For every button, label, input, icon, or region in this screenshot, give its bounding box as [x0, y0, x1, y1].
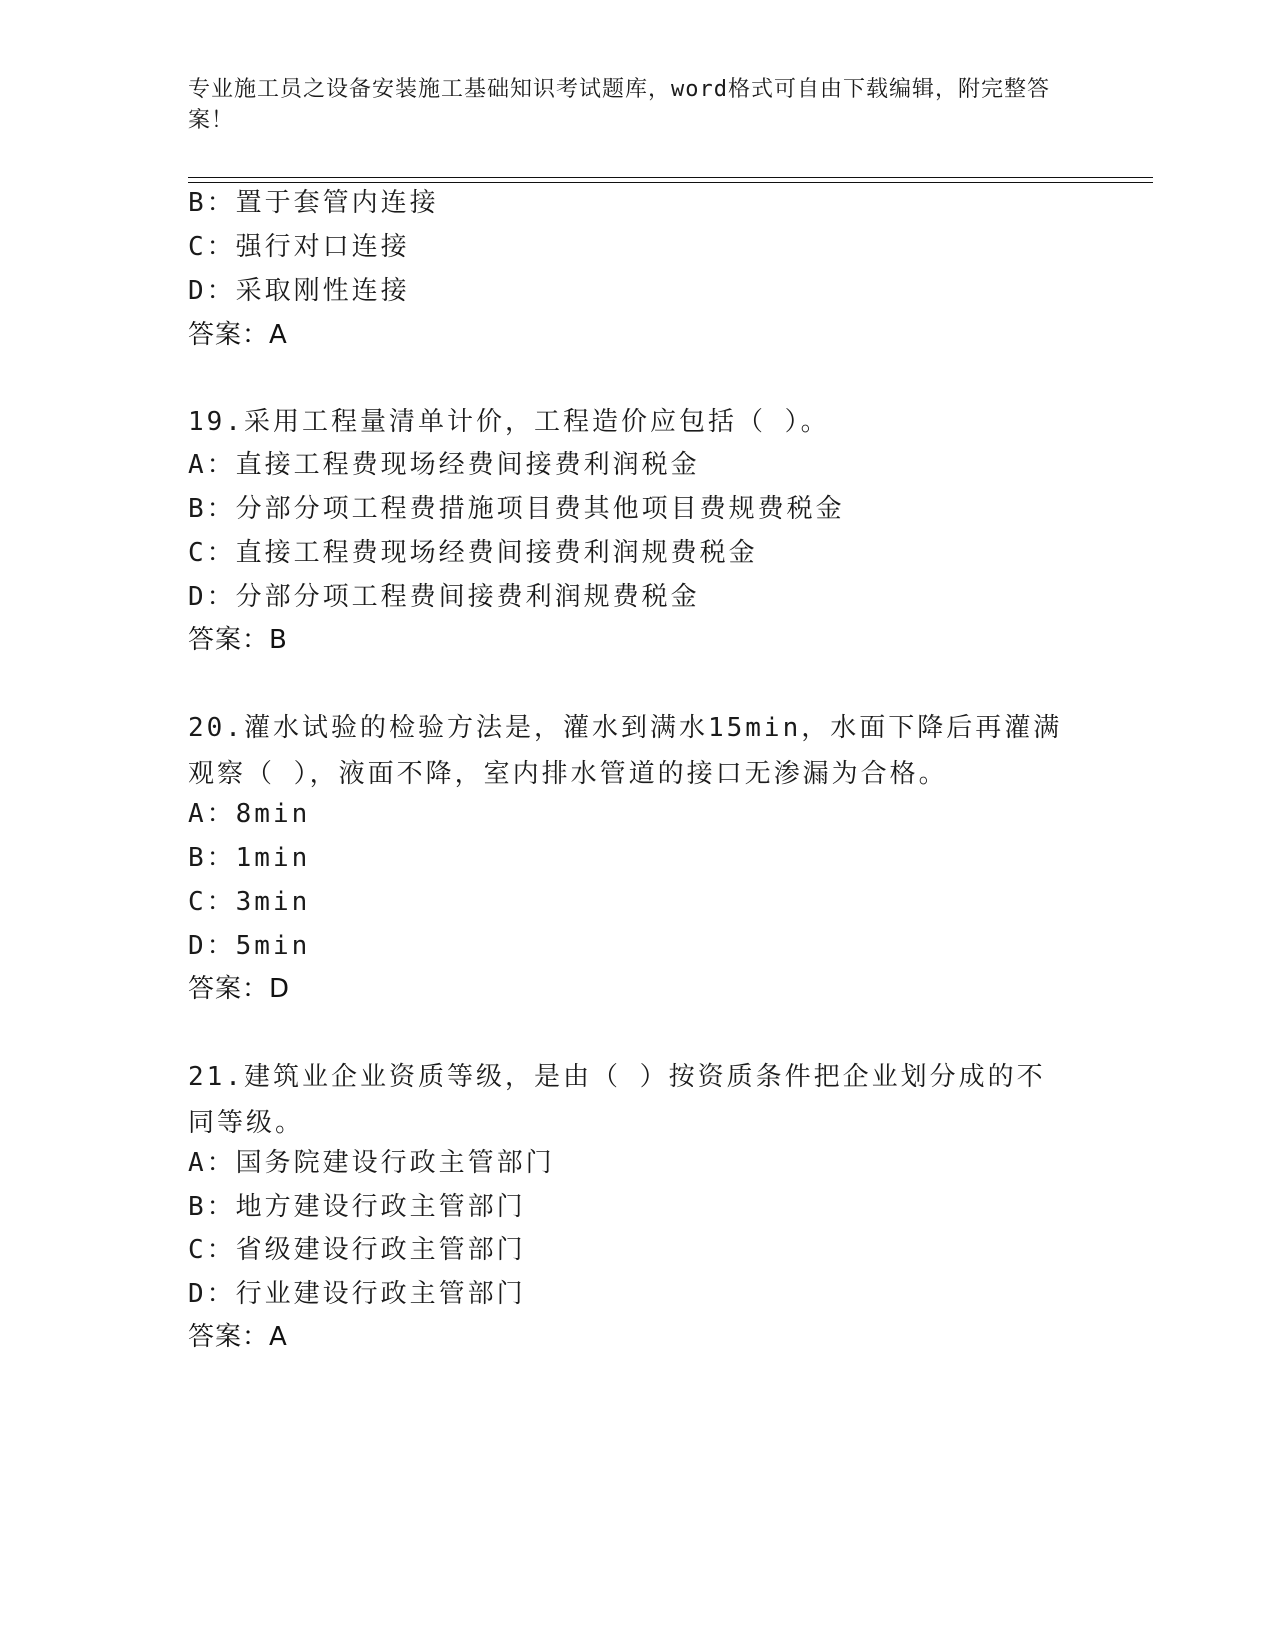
answer-line: 答案：A: [188, 1322, 288, 1352]
option-c: C：省级建设行政主管部门: [188, 1235, 526, 1265]
option-b: B：地方建设行政主管部门: [188, 1192, 526, 1222]
option-b: B：置于套管内连接: [188, 188, 439, 218]
option-a: A：国务院建设行政主管部门: [188, 1148, 555, 1178]
answer-line: 答案：D: [188, 974, 291, 1004]
answer-line: 答案：B: [188, 625, 288, 655]
option-d: D：分部分项工程费间接费利润规费税金: [188, 582, 700, 612]
question-stem: 20.灌水试验的检验方法是，灌水到满水15min，水面下降后再灌满观察（ ），液面不降，室内排水管道的接口无渗漏为合格。: [188, 713, 1063, 789]
option-a: A：直接工程费现场经费间接费利润税金: [188, 450, 700, 480]
answer-line: 答案：A: [188, 320, 288, 350]
option-d: D：采取刚性连接: [188, 276, 410, 306]
document-header: 专业施工员之设备安装施工基础知识考试题库，word格式可自由下载编辑，附完整答案！: [188, 77, 1050, 133]
option-b: B：分部分项工程费措施项目费其他项目费规费税金: [188, 494, 845, 524]
option-c: C：强行对口连接: [188, 232, 410, 262]
question-stem: 19.采用工程量清单计价，工程造价应包括（ ）。: [188, 407, 830, 437]
option-d: D：行业建设行政主管部门: [188, 1279, 526, 1309]
question-stem: 21.建筑业企业资质等级，是由（ ）按资质条件把企业划分成的不同等级。: [188, 1062, 1046, 1138]
option-c: C：直接工程费现场经费间接费利润规费税金: [188, 538, 758, 568]
header-divider: [188, 177, 1153, 178]
header-divider-second: [188, 182, 1153, 183]
option-c: C：3min: [188, 887, 311, 917]
option-a: A：8min: [188, 799, 311, 829]
option-b: B：1min: [188, 843, 311, 873]
option-d: D：5min: [188, 931, 311, 961]
